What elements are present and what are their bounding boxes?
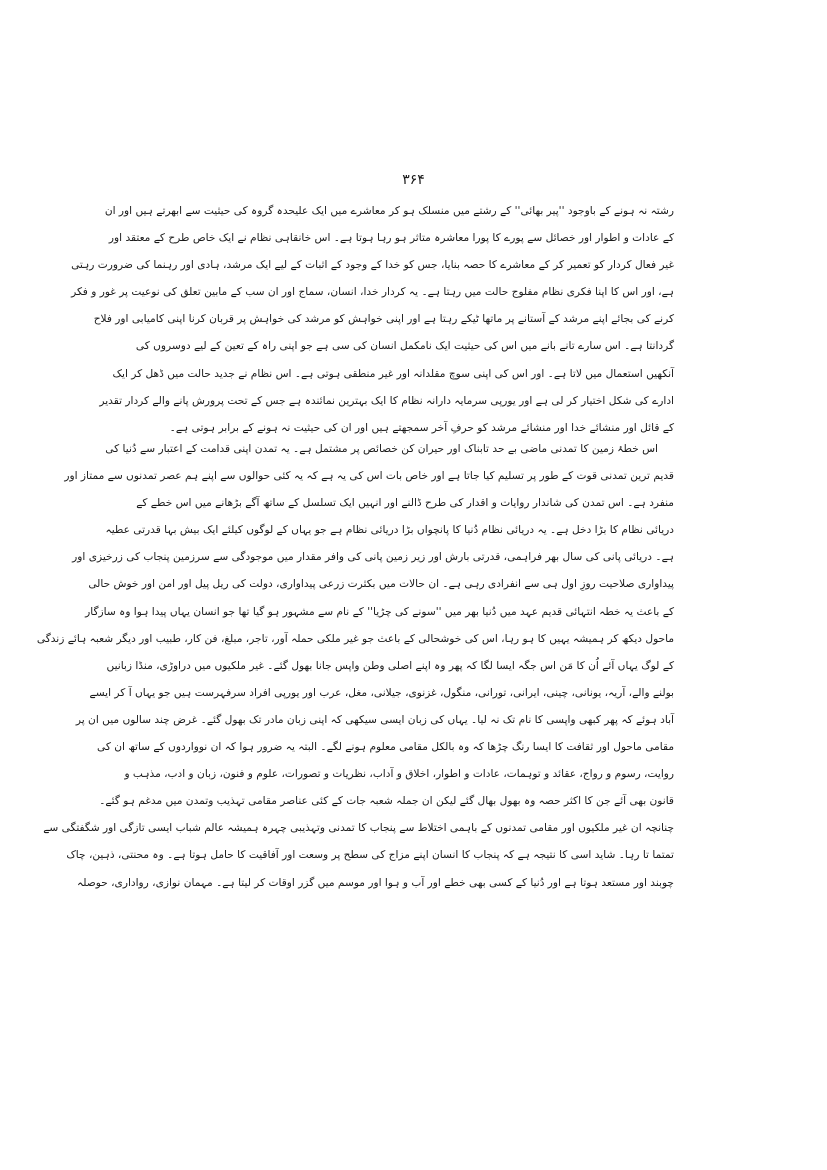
text-line: چنانچہ ان غیر ملکیوں اور مقامی تمدنوں کے باہمی اختلاط سے پنجاب کا تمدنی وتہذیبی چہرہ ہمیشہ عالم شباب ایسی تازگی اور شگفتگی سے bbox=[43, 822, 674, 835]
text-line: کے لوگ یہاں آئے اُن کا مَن اس جگہ ایسا لگا کہ پھر وہ اپنے اصلی وطن واپس جانا بھول گئے۔ غیر ملکیوں میں دراوڑی، منڈا زبانیں bbox=[106, 659, 674, 672]
text-line: کے قائل اور منشائے خدا اور منشائے مرشد کو حرفِ آخر سمجھتے ہیں اور ان کی حیثیت نہ ہونے کے برابر ہوتی ہے۔ bbox=[169, 421, 674, 434]
text-line: غیر فعال کردار کو تعمیر کر کے معاشرے کا حصہ بنایا، جس کو خدا کے وجود کے اثبات کے لیے ایک مرشد، ہادی اور رہنما کی ضرورت رہتی bbox=[71, 259, 674, 272]
text-line: گردانتا ہے۔ اس سارے تانے بانے میں اس کی حیثیت ایک نامکمل انسان کی سی ہے جو اپنی راہ کے تعین کے لیے دوسروں کی bbox=[135, 340, 674, 353]
text-line: تمتما تا رہا۔ شاید اسی کا نتیجہ ہے کہ پنجاب کا انسان اپنے مزاج کی سطح پر وسعت اور آفاقیت کا حامل ہوتا ہے۔ وہ محنتی، ذہین، چاک bbox=[66, 849, 674, 862]
text-line: کے باعث یہ خطہ انتہائی قدیم عہد میں دُنیا بھر میں ''سونے کی چڑیا'' کے نام سے مشہور ہو گیا تھا جو انسان یہاں پیدا ہوا وہ سازگار bbox=[85, 605, 674, 618]
text-line: منفرد ہے۔ اس تمدن کی شاندار روایات و اقدار کی طرح ڈالنے اور انہیں ایک تسلسل کے ساتھ آگے بڑھانے میں اس خطے کے bbox=[136, 497, 674, 510]
text-line: روایت، رسوم و رواج، عقائد و توہمات، عادات و اطوار، اخلاق و آداب، نظریات و تصورات، علوم و فنون، زبان و ادب، مذہب و bbox=[124, 768, 674, 781]
text-line: قدیم ترین تمدنی قوت کے طور پر تسلیم کیا جاتا ہے اور خاص بات اس کی یہ ہے کہ یہ کئی حوالوں سے اپنے ہم عصر تمدنوں سے ممتاز اور bbox=[64, 470, 674, 483]
text-line: ماحول دیکھ کر ہمیشہ یہیں کا ہو رہا، اس کی خوشحالی کے باعث جو غیر ملکی حملہ آور، تاجر، مبلغ، فن کار، طبیب اور دیگر شعبہ ہائے زندگی bbox=[36, 632, 674, 645]
text-line: چوبند اور مستعد ہوتا ہے اور دُنیا کے کسی بھی خطے اور آب و ہوا اور موسم میں گزر اوقات کر لیتا ہے۔ مہمان نوازی، رواداری، حوصلہ bbox=[77, 876, 674, 889]
text-line: رشتہ نہ ہونے کے باوجود ''پیر بھائی'' کے رشتے میں منسلک ہو کر معاشرے میں ایک علیحدہ گروہ کی حیثیت سے ابھرتے ہیں اور ان bbox=[104, 205, 674, 217]
text-line: مقامی ماحول اور ثقافت کا ایسا رنگ چڑھا کہ وہ بالکل مقامی معلوم ہونے لگے۔ البتہ یہ ضرور ہوا کہ ان نوواردوں کے ساتھ ان کی bbox=[96, 741, 674, 754]
text-line: پیداواری صلاحیت روزِ اول ہی سے انفرادی رہی ہے۔ ان حالات میں بکثرت زرعی پیداواری، دولت کی ریل پیل اور امن اور خوش حالی bbox=[88, 578, 674, 591]
text-line: بولنے والے، آریہ، یونانی، چینی، ایرانی، تورانی، منگول، غزنوی، جیلانی، مغل، عرب اور یورپی افراد سرفہرست ہیں جو یہاں آ کر ایسے bbox=[89, 686, 674, 699]
text-line: قانون بھی آئے جن کا اکثر حصہ وہ بھول بھال گئے لیکن ان جملہ شعبہ جات کے کئی عناصر مقامی تہذیب وتمدن میں مدغم ہو گئے۔ bbox=[99, 795, 674, 808]
text-line: ہے، اور اس کا اپنا فکری نظام مفلوج حالت میں رہتا ہے۔ یہ کردار خدا، انسان، سماج اور ان سب کے مابین تعلق کی نوعیت پر غور و فکر bbox=[71, 286, 674, 299]
paragraph-2 bbox=[36, 436, 674, 897]
text-line: ہے۔ دریائی پانی کی سال بھر فراہمی، قدرتی بارش اور زیر زمین پانی کی وافر مقدار میں موجودگی سے سرزمین پنجاب کی زرخیزی اور bbox=[72, 551, 674, 564]
text-line: کے عادات و اطوار اور خصائل سے پورے کا پورا معاشرہ متاثر ہو رہا ہوتا ہے۔ اس خانقاہی نظام نے ایک خاص طرح کے معتقد اور bbox=[108, 232, 674, 245]
text-line: ادارے کی شکل اختیار کر لی ہے اور یورپی سرمایہ دارانہ نظام کا ایک بہترین نمائندہ ہے جس کے تحت پرورش پانے والے کردار تقدیر bbox=[99, 394, 674, 407]
text-line: آباد ہوئے کہ پھر کبھی واپسی کا نام تک نہ لیا۔ یہاں کی زبان ایسی سیکھی کہ اپنی زبان مادر تک بھول گئے۔ غرض چند سالوں میں ان پر bbox=[75, 713, 674, 726]
text-line: دریائی نظام کا بڑا دخل ہے۔ یہ دریائی نظام دُنیا کا پانچواں بڑا دریائی نظام ہے جو یہاں کے لوگوں کیلئے ایک بیش بہا قدرتی عطیہ bbox=[105, 524, 674, 537]
page-number: ۳۶۴ bbox=[402, 172, 425, 188]
paragraph-1 bbox=[71, 198, 674, 442]
text-line: کرنے کی بجائے اپنے مرشد کے آستانے پر ماتھا ٹیکے رہتا ہے اور اپنی خواہش کو مرشد کی خواہش پر قربان کرنا اپنی کامیابی اور فلاح bbox=[93, 313, 674, 326]
text-line: اس خطۂ زمین کا تمدنی ماضی بے حد تابناک اور حیران کن خصائص پر مشتمل ہے۔ یہ تمدن اپنی قدامت کے اعتبار سے دُنیا کی bbox=[105, 443, 658, 455]
text-line: آنکھیں استعمال میں لاتا ہے۔ اور اس کی اپنی سوچ مقلدانہ اور غیر منطقی ہوتی ہے۔ اس نظام نے جدید حالت میں ڈھل کر ایک bbox=[112, 367, 674, 380]
